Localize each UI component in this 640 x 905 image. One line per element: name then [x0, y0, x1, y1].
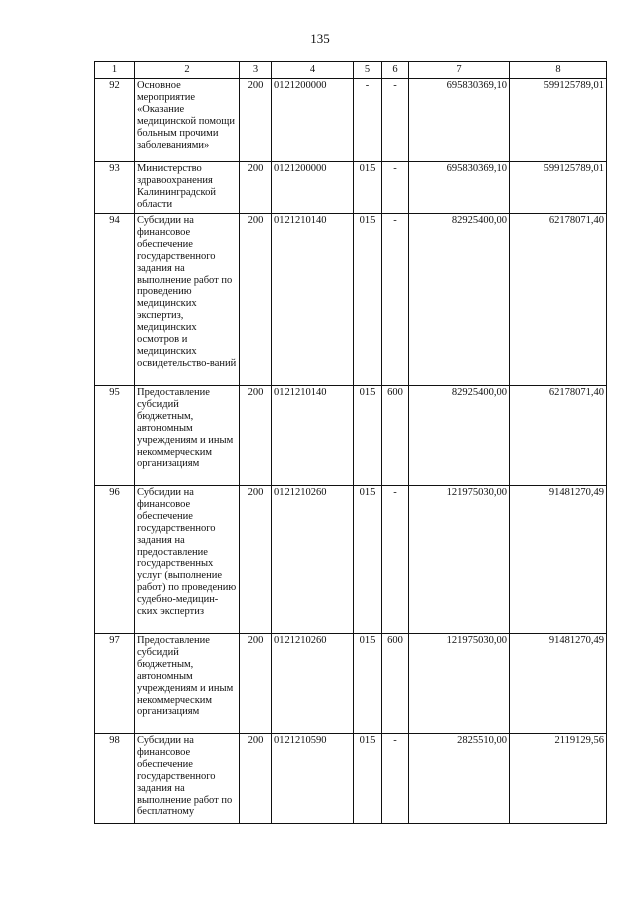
column-header: 1	[95, 62, 135, 79]
cell-col8: 91481270,49	[510, 486, 607, 634]
row-number: 92	[95, 79, 135, 162]
row-name: Субсидии на финансовое обеспечение государственного задания на выполнение работ по проведению медицинских экспертиз, медицинских осмотров и медицинских освидетельство-ваний	[135, 214, 240, 386]
table-row	[95, 79, 607, 162]
cell-col8: 62178071,40	[510, 386, 607, 486]
table-row	[95, 486, 607, 634]
row-number: 94	[95, 214, 135, 386]
row-name: Министерство здравоохранения Калининградской области	[135, 162, 240, 214]
table-row	[95, 634, 607, 734]
cell-col6: -	[382, 79, 409, 162]
cell-col6: 600	[382, 634, 409, 734]
cell-col7: 2825510,00	[409, 734, 510, 824]
cell-col4: 0121210140	[272, 214, 354, 386]
row-name: Предоставление субсидий бюджетным, автономным учреждениям и иным некоммерческим организациям	[135, 634, 240, 734]
cell-col4: 0121210260	[272, 486, 354, 634]
cell-col4: 0121200000	[272, 162, 354, 214]
table-row	[95, 214, 607, 386]
column-header: 3	[240, 62, 272, 79]
cell-col4: 0121210140	[272, 386, 354, 486]
cell-col7: 82925400,00	[409, 386, 510, 486]
row-name: Субсидии на финансовое обеспечение государственного задания на выполнение работ по бесплатному	[135, 734, 240, 824]
row-name: Субсидии на финансовое обеспечение государственного задания на предоставление государственных услуг (выполнение работ) по проведению судебно-медицин-ских экспертиз	[135, 486, 240, 634]
cell-col4: 0121200000	[272, 79, 354, 162]
column-header: 2	[135, 62, 240, 79]
column-header: 8	[510, 62, 607, 79]
cell-col5: 015	[354, 214, 382, 386]
cell-col3: 200	[240, 386, 272, 486]
cell-col6: 600	[382, 386, 409, 486]
table-row	[95, 386, 607, 486]
cell-col7: 695830369,10	[409, 162, 510, 214]
cell-col6: -	[382, 162, 409, 214]
column-header: 7	[409, 62, 510, 79]
row-name: Основное мероприятие «Оказание медицинской помощи больным прочими заболеваниями»	[135, 79, 240, 162]
cell-col7: 121975030,00	[409, 486, 510, 634]
cell-col8: 599125789,01	[510, 79, 607, 162]
budget-table	[94, 61, 607, 824]
cell-col5: -	[354, 79, 382, 162]
cell-col4: 0121210260	[272, 634, 354, 734]
column-number-row	[95, 62, 607, 79]
table-row	[95, 734, 607, 824]
column-header: 4	[272, 62, 354, 79]
cell-col4: 0121210590	[272, 734, 354, 824]
row-number: 93	[95, 162, 135, 214]
cell-col7: 82925400,00	[409, 214, 510, 386]
cell-col7: 121975030,00	[409, 634, 510, 734]
cell-col6: -	[382, 486, 409, 634]
row-number: 96	[95, 486, 135, 634]
cell-col5: 015	[354, 386, 382, 486]
cell-col3: 200	[240, 214, 272, 386]
cell-col6: -	[382, 214, 409, 386]
row-number: 95	[95, 386, 135, 486]
cell-col8: 2119129,56	[510, 734, 607, 824]
cell-col8: 62178071,40	[510, 214, 607, 386]
cell-col5: 015	[354, 634, 382, 734]
cell-col5: 015	[354, 486, 382, 634]
cell-col6: -	[382, 734, 409, 824]
page-number: 135	[310, 31, 330, 46]
cell-col8: 91481270,49	[510, 634, 607, 734]
row-number: 98	[95, 734, 135, 824]
column-header: 6	[382, 62, 409, 79]
cell-col3: 200	[240, 634, 272, 734]
column-header: 5	[354, 62, 382, 79]
cell-col3: 200	[240, 734, 272, 824]
row-name: Предоставление субсидий бюджетным, автономным учреждениям и иным некоммерческим организациям	[135, 386, 240, 486]
cell-col8: 599125789,01	[510, 162, 607, 214]
cell-col3: 200	[240, 79, 272, 162]
table-row	[95, 162, 607, 214]
cell-col5: 015	[354, 162, 382, 214]
cell-col5: 015	[354, 734, 382, 824]
row-number: 97	[95, 634, 135, 734]
cell-col3: 200	[240, 162, 272, 214]
cell-col7: 695830369,10	[409, 79, 510, 162]
cell-col3: 200	[240, 486, 272, 634]
